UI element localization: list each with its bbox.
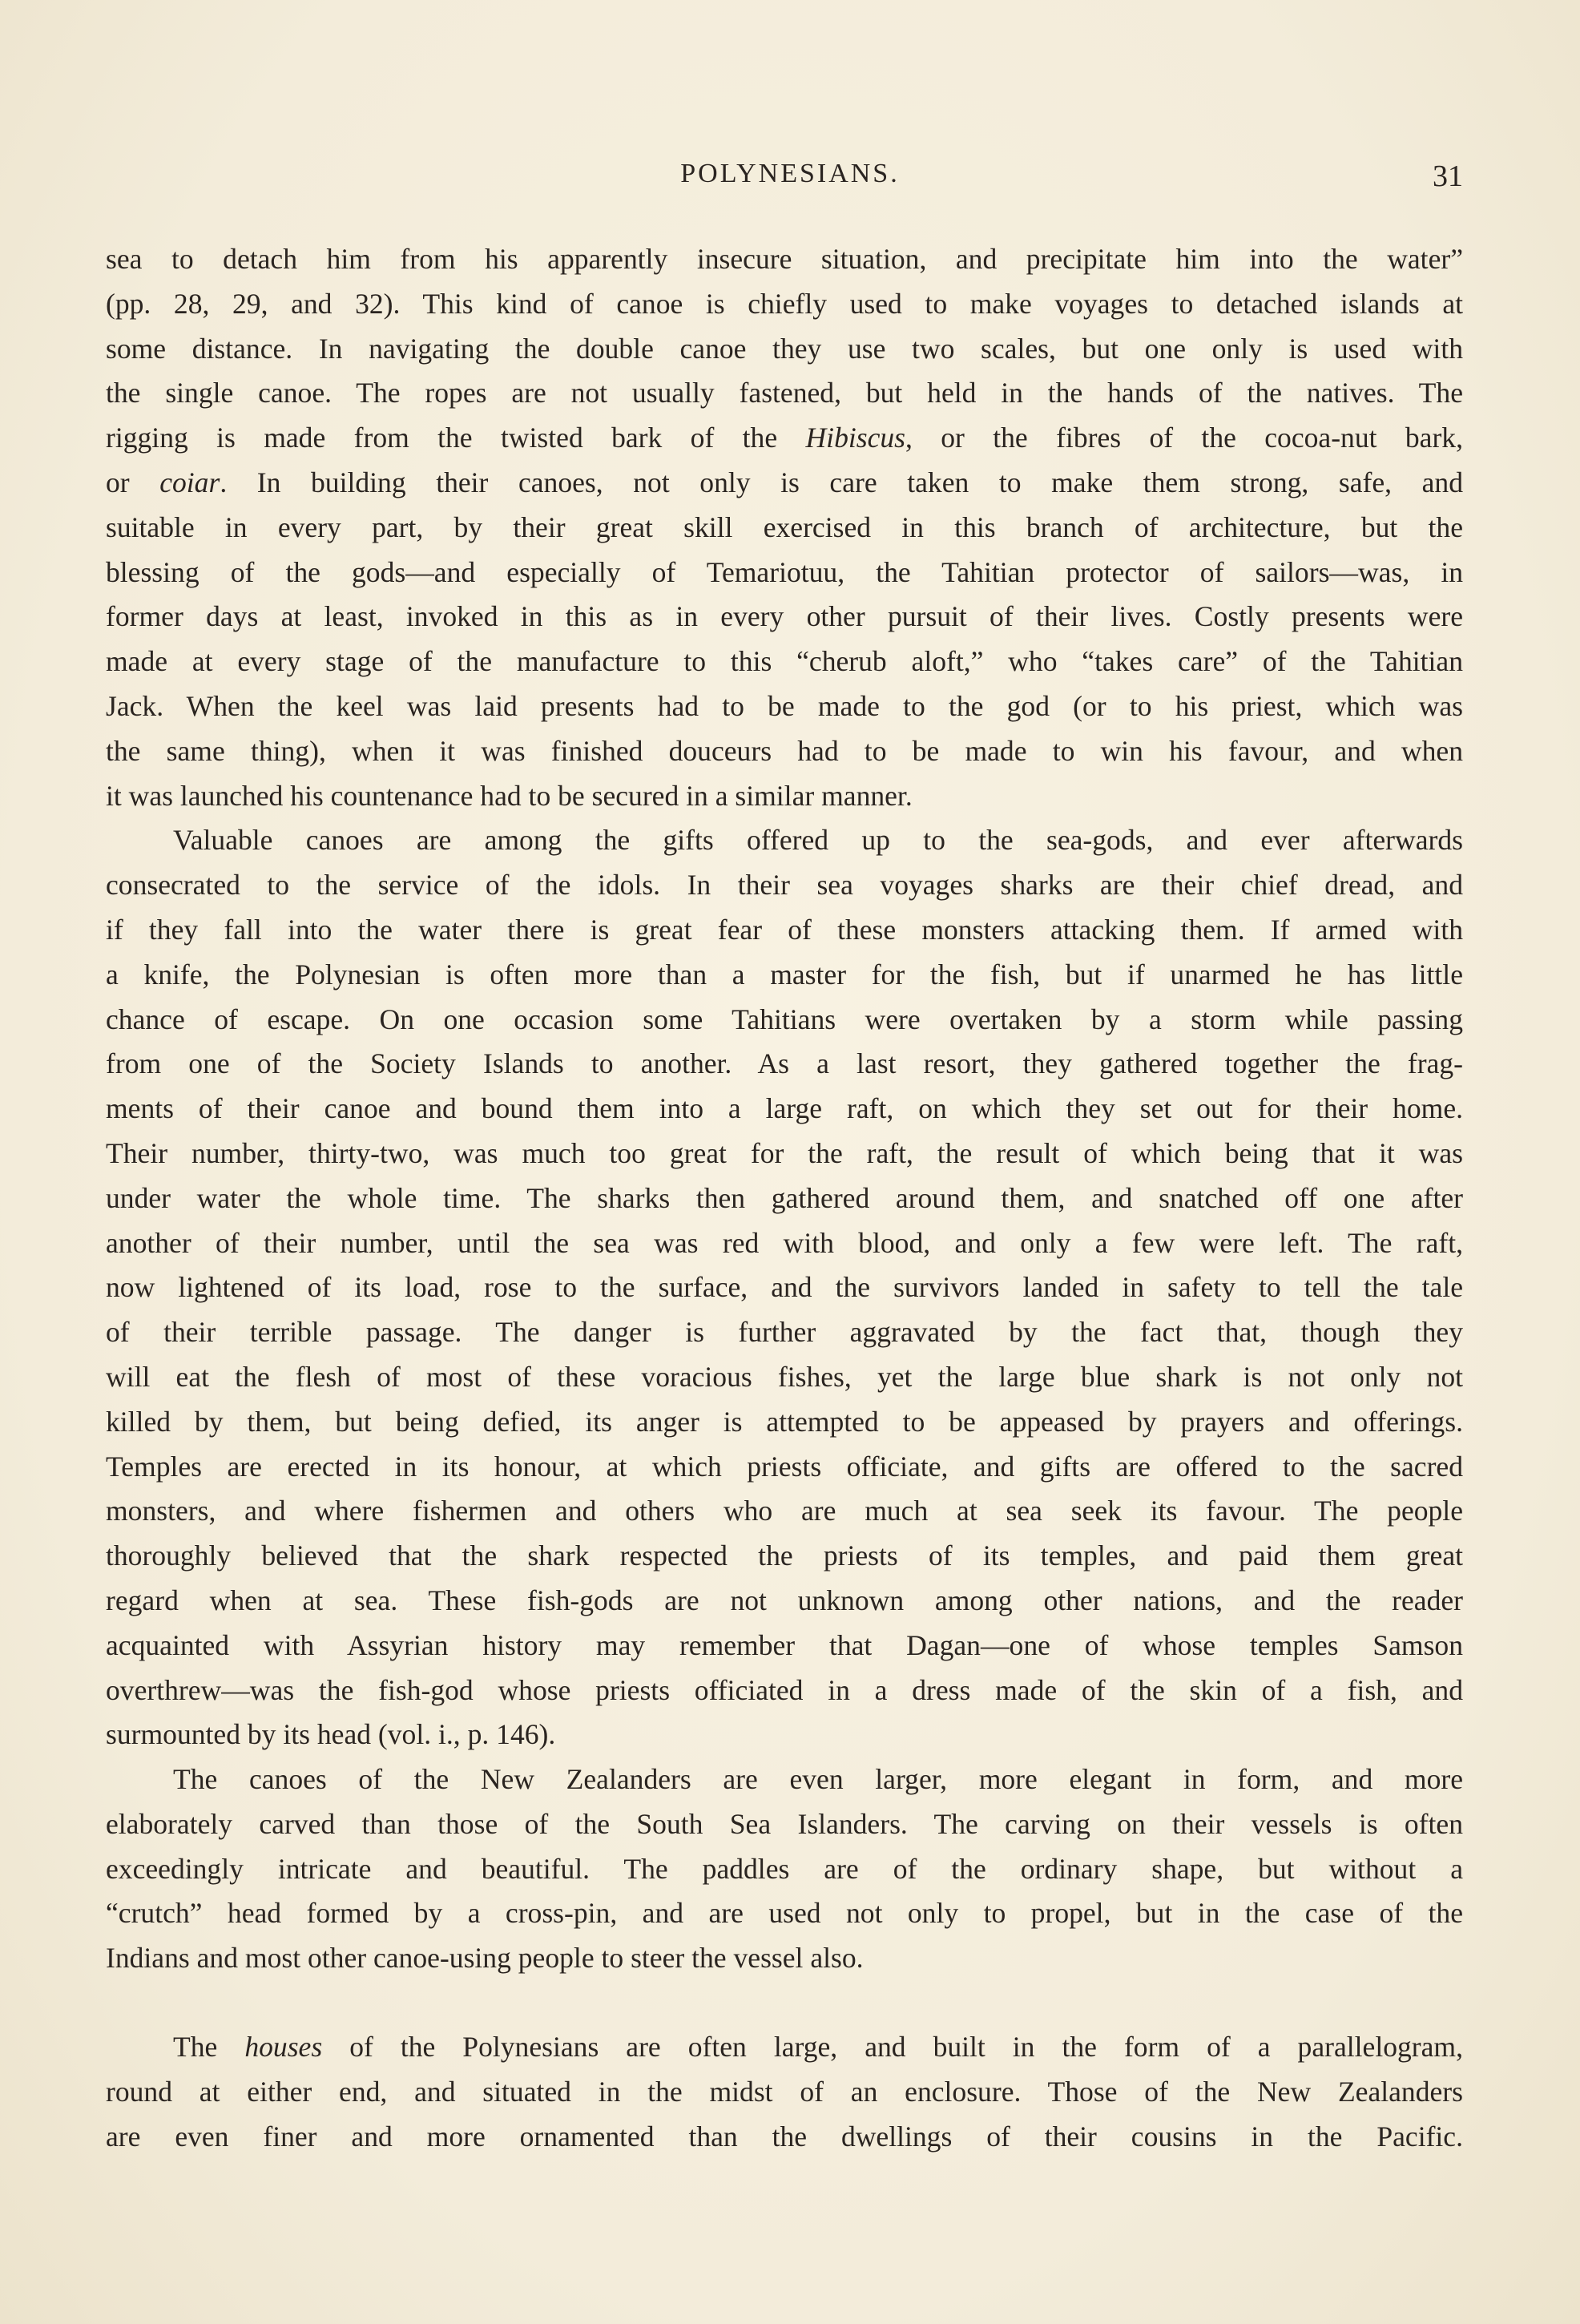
text-line: ments of their canoe and bound them into a large raft, on which they set out for their home. [106,1092,1463,1125]
text-line: the single canoe. The ropes are not usually fastened, but held in the hands of the natives. The [106,377,1463,410]
text-line: sea to detach him from his apparently insecure situation, and precipitate him into the water” [106,243,1463,275]
running-head [0,159,1580,207]
text-line: it was launched his countenance had to be secured in a similar manner. [106,779,913,812]
text-line: The canoes of the New Zealanders are even larger, more elegant in form, and more [173,1763,1463,1796]
text-line: the same thing), when it was finished douceurs had to be made to win his favour, and when [106,734,1463,767]
text-line: acquainted with Assyrian history may remember that Dagan—one of whose temples Samson [106,1628,1463,1661]
body-text [106,237,1463,2159]
page-number: 31 [1433,159,1463,193]
text-line: of their terrible passage. The danger is further aggravated by the fact that, though they [106,1316,1463,1349]
text-line: chance of escape. On one occasion some Tahitians were overtaken by a storm while passing [106,1003,1463,1035]
text-line: former days at least, invoked in this as in every other pursuit of their lives. Costly presents were [106,600,1463,633]
text-line: (pp. 28, 29, and 32). This kind of canoe is chiefly used to make voyages to detached islands at [106,287,1463,320]
text-line: another of their number, until the sea was red with blood, and only a few were left. The raft, [106,1226,1463,1259]
text-line: blessing of the gods—and especially of Temariotuu, the Tahitian protector of sailors—was, in [106,555,1463,588]
text-line: will eat the flesh of most of these voracious fishes, yet the large blue shark is not only not [106,1360,1463,1393]
text-line: Jack. When the keel was laid presents had to be made to the god (or to his priest, which was [106,689,1463,722]
text-line: Indians and most other canoe-using people to steer the vessel also. [106,1942,864,1975]
text-line: some distance. In navigating the double canoe they use two scales, but one only is used with [106,332,1463,365]
text-line: overthrew—was the fish-god whose priests officiated in a dress made of the skin of a fish, and [106,1673,1463,1706]
text-line: surmounted by its head (vol. i., p. 146). [106,1718,556,1751]
paragraph-1 [106,237,1463,818]
text-line: from one of the Society Islands to another. As a last resort, they gathered together the frag- [106,1047,1463,1080]
text-line: “crutch” head formed by a cross-pin, and are used not only to propel, but in the case of the [106,1897,1463,1930]
text-line: consecrated to the service of the idols. In their sea voyages sharks are their chief dread, and [106,869,1463,902]
text-line: are even finer and more ornamented than the dwellings of their cousins in the Pacific. [106,2120,1463,2153]
text-line: Their number, thirty-two, was much too great for the raft, the result of which being that it was [106,1136,1463,1169]
text-line: killed by them, but being defied, its anger is attempted to be appeased by prayers and offerings. [106,1405,1463,1438]
text-line: exceedingly intricate and beautiful. The paddles are of the ordinary shape, but without a [106,1852,1463,1885]
text-line: regard when at sea. These fish-gods are not unknown among other nations, and the reader [106,1584,1463,1616]
text-line: if they fall into the water there is great fear of these monsters attacking them. If armed with [106,913,1463,946]
text-line: made at every stage of the manufacture to this “cherub aloft,” who “takes care” of the Tahitian [106,645,1463,678]
text-line: suitable in every part, by their great skill exercised in this branch of architecture, but the [106,510,1463,543]
text-line: now lightened of its load, rose to the surface, and the survivors landed in safety to tell the tale [106,1271,1463,1304]
text-line: or coiar. In building their canoes, not only is care taken to make them strong, safe, and [106,466,1463,498]
text-line: under water the whole time. The sharks then gathered around them, and snatched off one after [106,1181,1463,1214]
text-line: thoroughly believed that the shark respected the priests of its temples, and paid them great [106,1539,1463,1572]
running-title: POLYNESIANS. [680,159,900,188]
text-line: round at either end, and situated in the midst of an enclosure. Those of the New Zealanders [106,2075,1463,2108]
text-line: elaborately carved than those of the South Sea Islanders. The carving on their vessels is often [106,1807,1463,1840]
text-line: monsters, and where fishermen and others who are much at sea seek its favour. The people [106,1495,1463,1527]
text-line: rigging is made from the twisted bark of the Hibiscus, or the fibres of the cocoa-nut bark, [106,422,1463,454]
paragraph-2 [106,818,1463,1757]
paragraph-3 [106,1757,1463,1981]
text-line: Valuable canoes are among the gifts offered up to the sea-gods, and ever afterwards [173,824,1463,857]
text-line: a knife, the Polynesian is often more than a master for the fish, but if unarmed he has little [106,958,1463,991]
text-line: Temples are erected in its honour, at which priests officiate, and gifts are offered to the sacred [106,1450,1463,1483]
paragraph-4 [106,2025,1463,2159]
text-line: The houses of the Polynesians are often large, and built in the form of a parallelogram, [173,2031,1463,2064]
